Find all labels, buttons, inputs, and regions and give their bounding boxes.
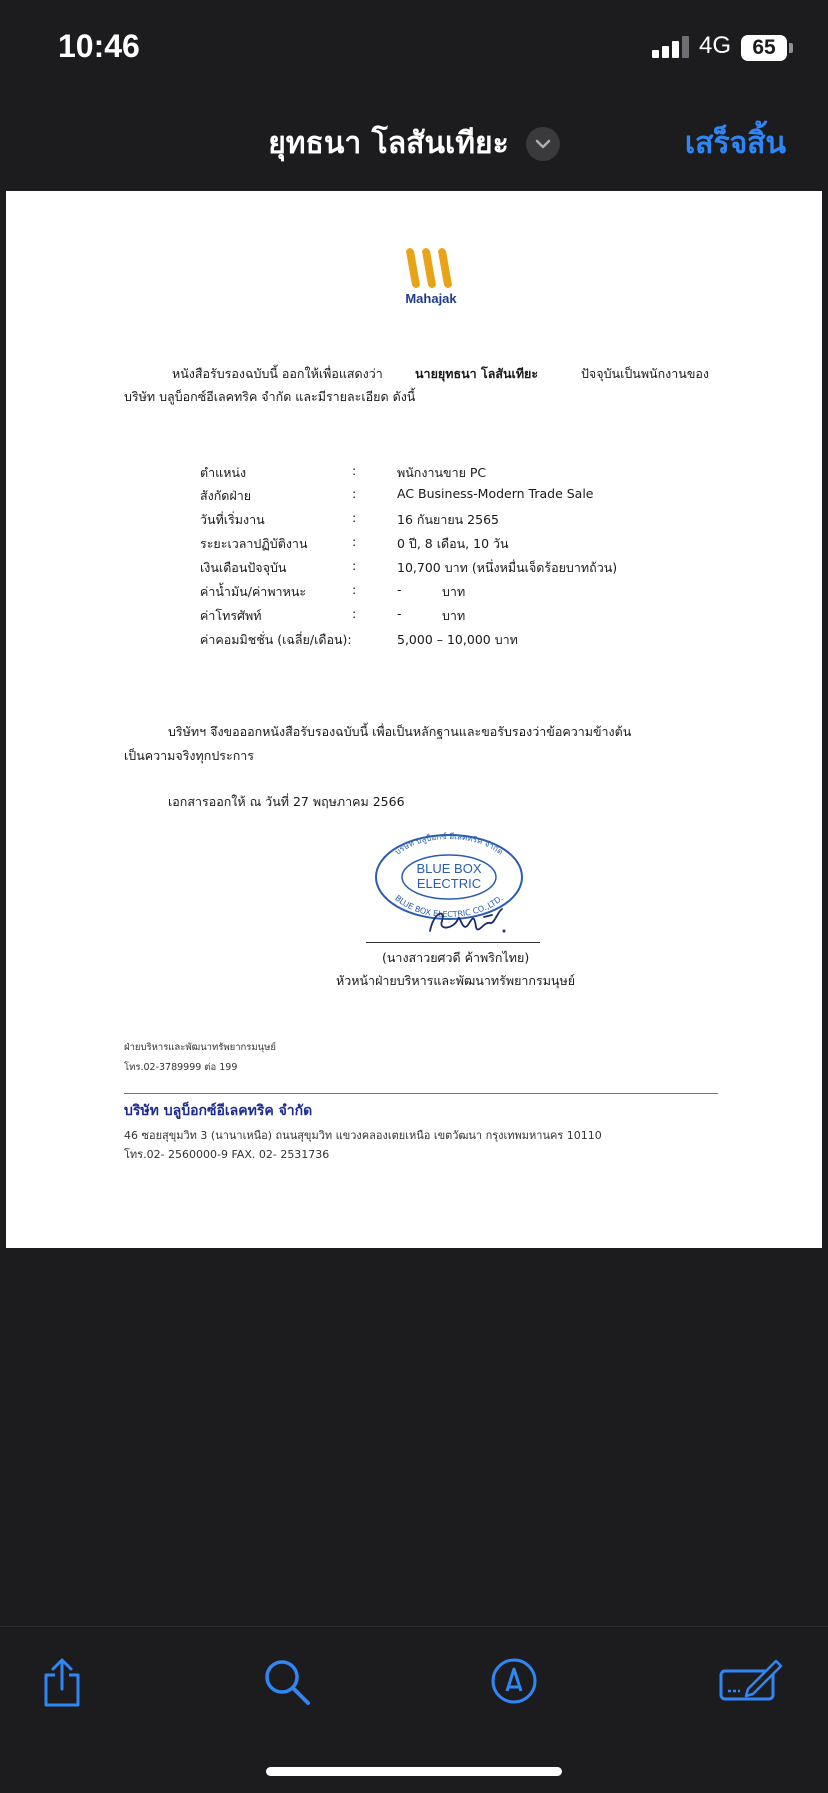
markup-icon[interactable] bbox=[490, 1657, 538, 1705]
field-value: 10,700 บาท (หนึ่งหมื่นเจ็ดร้อยบาทถ้วน) bbox=[397, 560, 618, 575]
signature-image bbox=[420, 891, 510, 943]
field-colon: : bbox=[352, 606, 357, 621]
closing-line-1: บริษัทฯ จึงขอออกหนังสือรับรองฉบับนี้ เพื่อเป็นหลักฐานและขอรับรองว่าข้อความข้างต้น bbox=[168, 724, 632, 739]
intro-line-2: บริษัท บลูบ็อกซ์อีเลคทริค จำกัด และมีรายละเอียด ดังนี้ bbox=[124, 389, 416, 404]
field-label: ค่าโทรศัพท์ bbox=[200, 608, 262, 623]
department-phone: โทร.02-3789999 ต่อ 199 bbox=[124, 1062, 238, 1073]
field-colon: : bbox=[352, 558, 357, 573]
field-colon: : bbox=[352, 463, 357, 478]
stamp-line-1: BLUE BOX bbox=[416, 861, 482, 876]
signer-name: (นางสาวยศวดี ค้าพริกไทย) bbox=[382, 950, 530, 965]
battery-cap bbox=[789, 43, 793, 53]
battery-level: 65 bbox=[752, 36, 776, 59]
chevron-down-icon[interactable] bbox=[526, 127, 560, 161]
field-value: พนักงานขาย PC bbox=[397, 465, 487, 480]
stamp-ring-top: บริษัท บลูบ็อกซ์ อีเลคทริค จำกัด bbox=[393, 831, 505, 857]
search-icon[interactable] bbox=[262, 1657, 312, 1707]
navigation-bar bbox=[0, 100, 828, 184]
closing-line-2: เป็นความจริงทุกประการ bbox=[124, 748, 255, 763]
logo-text: Mahajak bbox=[405, 291, 457, 306]
field-colon: : bbox=[352, 486, 357, 501]
company-address: 46 ซอยสุขุมวิท 3 (นานาเหนือ) ถนนสุขุมวิท แขวงคลองเตยเหนือ เขตวัฒนา กรุงเทพมหานคร 10110 bbox=[124, 1129, 602, 1142]
field-value: AC Business-Modern Trade Sale bbox=[397, 486, 594, 501]
document-title[interactable]: ยุทธนา โลสันเทียะ bbox=[268, 126, 509, 161]
field-value: - bbox=[397, 582, 402, 597]
field-colon: : bbox=[352, 534, 357, 549]
field-value: 5,000 – 10,000 บาท bbox=[397, 632, 518, 647]
field-label: ตำแหน่ง bbox=[200, 465, 247, 480]
field-label: ระยะเวลาปฏิบัติงาน bbox=[200, 536, 308, 551]
cellular-signal-icon bbox=[652, 36, 690, 58]
field-colon: : bbox=[352, 510, 357, 525]
intro-text-b: ปัจจุบันเป็นพนักงานของ bbox=[581, 366, 709, 381]
stamp-line-2: ELECTRIC bbox=[416, 876, 482, 891]
field-label: ค่าคอมมิชชั่น (เฉลี่ย/เดือน): bbox=[200, 632, 352, 647]
field-value: 0 ปี, 8 เดือน, 10 วัน bbox=[397, 536, 509, 551]
share-icon[interactable] bbox=[40, 1657, 84, 1709]
status-bar bbox=[0, 0, 828, 100]
field-unit: บาท bbox=[442, 584, 466, 599]
field-colon: : bbox=[352, 582, 357, 597]
company-name: บริษัท บลูบ็อกซ์อีเลคทริค จำกัด bbox=[124, 1103, 313, 1119]
svg-text:บริษัท บลูบ็อกซ์ อีเลคทริค จำก bbox=[393, 831, 505, 857]
field-label: วันที่เริ่มงาน bbox=[200, 512, 265, 527]
signature-line bbox=[366, 942, 540, 943]
company-phone-fax: โทร.02- 2560000-9 FAX. 02- 2531736 bbox=[124, 1148, 330, 1161]
footer-divider bbox=[124, 1093, 718, 1094]
field-value: - bbox=[397, 606, 402, 621]
signature-icon[interactable] bbox=[718, 1657, 784, 1703]
done-button[interactable]: เสร็จสิ้น bbox=[684, 126, 786, 161]
field-label: ค่าน้ำมัน/ค่าพาหนะ bbox=[200, 584, 307, 599]
issued-date: เอกสารออกให้ ณ วันที่ 27 พฤษภาคม 2566 bbox=[168, 794, 405, 809]
document-page bbox=[6, 191, 822, 1248]
signer-title: หัวหน้าฝ่ายบริหารและพัฒนาทรัพยากรมนุษย์ bbox=[336, 973, 576, 988]
employee-name: นายยุทธนา โลสันเทียะ bbox=[415, 366, 539, 381]
department-line: ฝ่ายบริหารและพัฒนาทรัพยากรมนุษย์ bbox=[124, 1042, 276, 1053]
field-label: สังกัดฝ่าย bbox=[200, 488, 252, 503]
intro-text-a: หนังสือรับรองฉบับนี้ ออกให้เพื่อแสดงว่า bbox=[172, 366, 383, 381]
stamp-ring-bottom: BLUE BOX ELECTRIC CO.,LTD. bbox=[393, 893, 505, 920]
network-type: 4G bbox=[699, 32, 732, 59]
field-unit: บาท bbox=[442, 608, 466, 623]
battery-icon bbox=[741, 35, 787, 61]
status-time: 10:46 bbox=[58, 28, 140, 64]
field-label: เงินเดือนปัจจุบัน bbox=[200, 560, 287, 575]
home-indicator[interactable] bbox=[266, 1767, 562, 1776]
field-value: 16 กันยายน 2565 bbox=[397, 512, 499, 527]
